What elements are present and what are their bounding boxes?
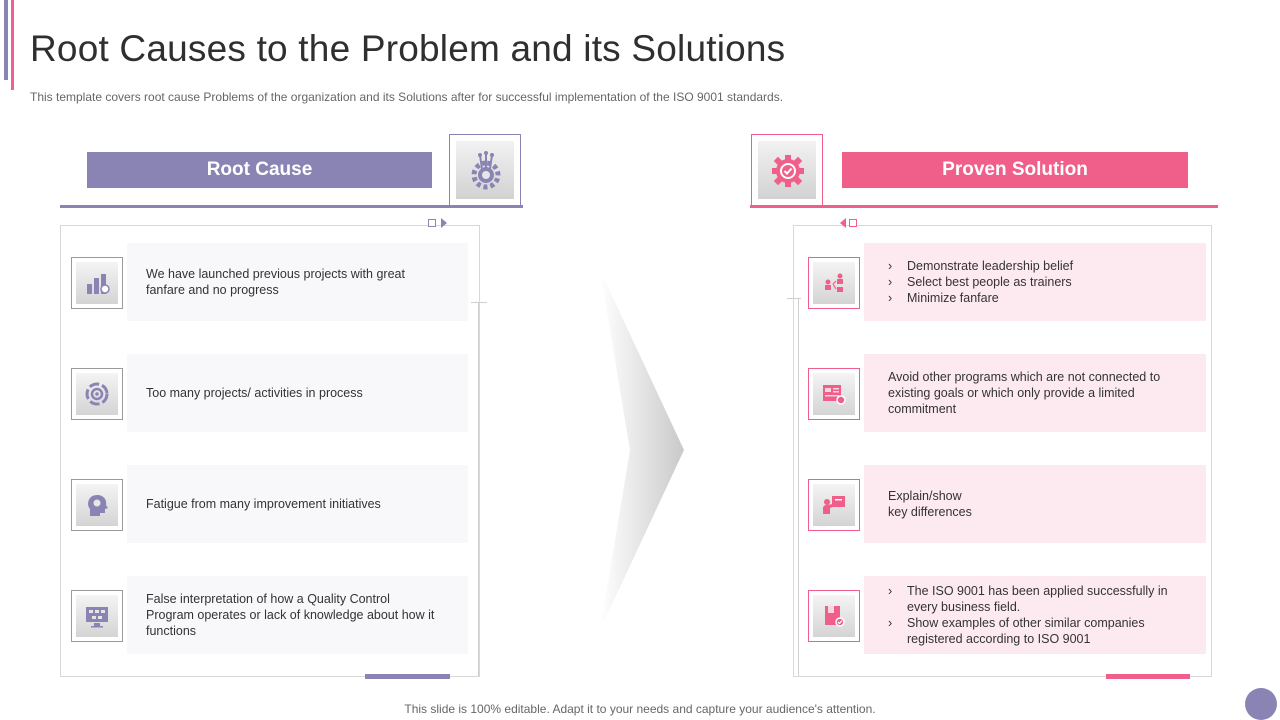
footer-note: This slide is 100% editable. Adapt it to your needs and capture your audience's attention. — [404, 702, 876, 716]
accent-bar — [1106, 674, 1190, 679]
root-cause-text: We have launched previous projects with great fanfare and no progress — [146, 267, 405, 297]
caret-left-icon — [839, 218, 847, 228]
solution-bullets — [888, 583, 1186, 647]
root-cause-text: Too many projects/ activities in process — [146, 386, 363, 400]
solution-bullet: › Show examples of other similar companies registered according to ISO 9001 — [888, 615, 1186, 647]
root-cause-row-icon — [71, 479, 123, 531]
panel-marker — [428, 219, 436, 227]
solution-card — [864, 465, 1206, 543]
root-cause-text: Fatigue from many improvement initiatives — [146, 497, 381, 511]
solution-text: Avoid other programs which are not connected to existing goals or which only provide a limited commitment — [888, 370, 1161, 416]
solution-bullets — [888, 258, 1073, 306]
page-title: Root Causes to the Problem and its Solutions — [30, 28, 786, 69]
solution-card — [864, 576, 1206, 654]
solution-bullet: › Select best people as trainers — [888, 274, 1073, 290]
solution-row-icon — [808, 257, 860, 309]
head-icon — [84, 492, 110, 518]
solution-row-icon — [808, 590, 860, 642]
root-cause-row-icon — [71, 368, 123, 420]
center-arrow-shape — [600, 270, 686, 630]
badge-check-icon — [766, 149, 810, 193]
solution-bullet: › The ISO 9001 has been applied successfully in every business field. — [888, 583, 1186, 615]
solution-row-icon — [808, 368, 860, 420]
root-cause-card — [127, 354, 468, 432]
connector-line — [478, 303, 479, 676]
connector-line — [787, 298, 801, 299]
root-cause-card — [127, 243, 468, 321]
accent-bar — [11, 0, 14, 90]
solution-card — [864, 354, 1206, 432]
root-cause-header-icon-box — [449, 134, 521, 206]
page-subtitle: This template covers root cause Problems of the organization and its Solutions after for successful implementation of the ISO 9001 standards. — [30, 90, 784, 104]
proven-solution-header: Proven Solution — [842, 152, 1188, 188]
flowchart-icon — [84, 603, 110, 629]
proven-solution-header-icon-box — [751, 134, 823, 206]
root-cause-text: False interpretation of how a Quality Control Program operates or lack of knowledge about how it functions — [146, 592, 435, 638]
gear-cog-icon — [464, 149, 508, 193]
root-cause-row-icon — [71, 590, 123, 642]
slide-number-dot — [1245, 688, 1277, 720]
dashboard-icon — [821, 381, 847, 407]
people-icon — [821, 270, 847, 296]
root-cause-card — [127, 465, 468, 543]
accent-bar — [365, 674, 450, 679]
solution-bullet: › Demonstrate leadership belief — [888, 258, 1073, 274]
certificate-icon — [821, 603, 847, 629]
connector-line — [798, 299, 799, 676]
solution-row-icon — [808, 479, 860, 531]
accent-bar — [4, 0, 8, 80]
chart-icon — [84, 270, 110, 296]
solution-text: Explain/show key differences — [888, 489, 972, 519]
solution-card — [864, 243, 1206, 321]
root-cause-header: Root Cause — [87, 152, 432, 188]
target-icon — [84, 381, 110, 407]
presentation-icon — [821, 492, 847, 518]
connector-line — [471, 302, 487, 303]
root-cause-card — [127, 576, 468, 654]
caret-right-icon — [440, 218, 448, 228]
panel-marker — [849, 219, 857, 227]
solution-bullet: › Minimize fanfare — [888, 290, 1073, 306]
root-cause-row-icon — [71, 257, 123, 309]
